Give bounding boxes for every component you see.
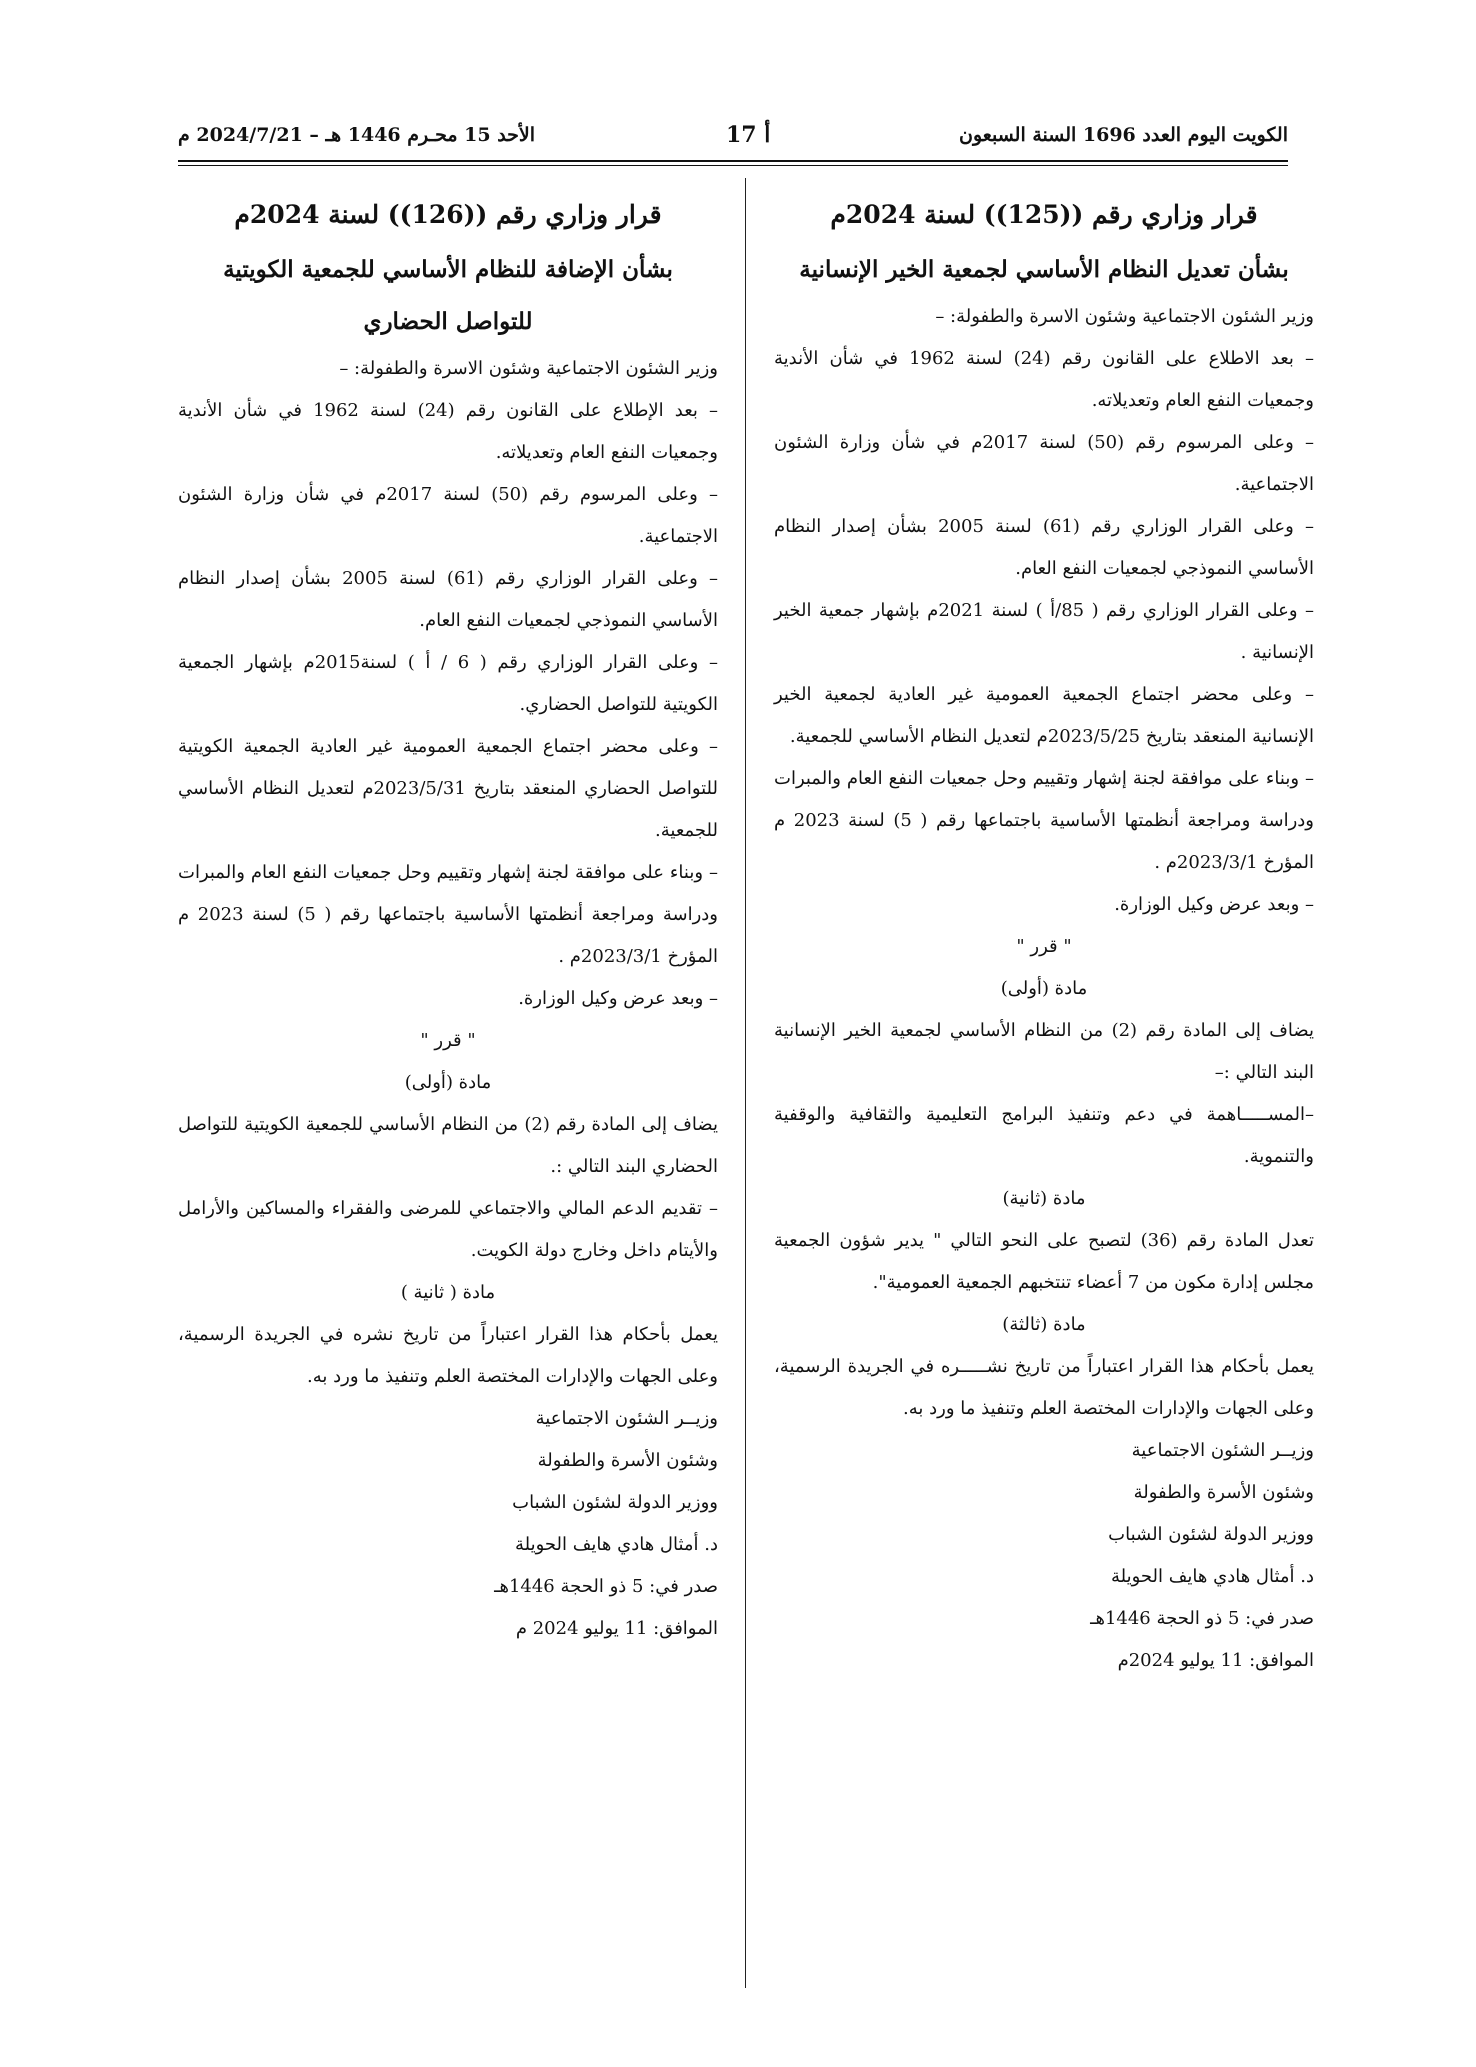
decision-intro: وزير الشئون الاجتماعية وشئون الاسرة والطفولة: – bbox=[339, 358, 718, 379]
article-text: يعمل بأحكام هذا القرار اعتباراً من تاريخ نشره في الجريدة الرسمية، وعلى الجهات والإدارات المختصة العلم وتنفيذ ما ورد به. bbox=[178, 1324, 718, 1387]
preamble-paragraph: – وعلى القرار الوزاري رقم ( 85/أ ) لسنة 2021م بإشهار جمعية الخير الإنسانية . bbox=[774, 600, 1314, 663]
preamble-paragraph: – وبناء على موافقة لجنة إشهار وتقييم وحل جمعيات النفع العام والمبرات ودراسة ومراجعة أنظمتها الأساسية باجتماعها رقم ( 5) لسنة 2023 م المؤرخ 2023/3/1م . bbox=[774, 768, 1314, 873]
signature-line: وشئون الأسرة والطفولة bbox=[537, 1450, 718, 1471]
article-item: – تقديم الدعم المالي والاجتماعي للمرضى والفقراء والمساكين والأرامل والأيتام داخل وخارج دولة الكويت. bbox=[178, 1198, 718, 1261]
preamble-paragraph: – وعلى المرسوم رقم (50) لسنة 2017م في شأن وزارة الشئون الاجتماعية. bbox=[178, 484, 718, 547]
article-heading: مادة (أولى) bbox=[1000, 978, 1088, 999]
decision-subtitle: بشأن تعديل النظام الأساسي لجمعية الخير الإنسانية bbox=[799, 256, 1289, 283]
issued-hijri: صدر في: 5 ذو الحجة 1446هـ bbox=[1090, 1608, 1314, 1629]
decision-126 bbox=[178, 186, 718, 1650]
signature-name: د. أمثال هادي هايف الحويلة bbox=[1111, 1566, 1314, 1587]
preamble-paragraph: – وعلى المرسوم رقم (50) لسنة 2017م في شأن وزارة الشئون الاجتماعية. bbox=[774, 432, 1314, 495]
preamble-paragraph: – بعد الإطلاع على القانون رقم (24) لسنة 1962 في شأن الأندية وجمعيات النفع العام وتعديلاته. bbox=[178, 400, 718, 463]
issued-gregorian: الموافق: 11 يوليو 2024م bbox=[1117, 1650, 1314, 1671]
preamble-paragraph: – وعلى محضر اجتماع الجمعية العمومية غير العادية لجمعية الخير الإنسانية المنعقد بتاريخ 2023/5/25م لتعديل النظام الأساسي للجمعية. bbox=[774, 684, 1314, 747]
article-text: تعدل المادة رقم (36) لتصبح على النحو التالي " يدير شؤون الجمعية مجلس إدارة مكون من 7 أعضاء تنتخبهم الجمعية العمومية". bbox=[774, 1230, 1315, 1293]
preamble-paragraph: – وعلى محضر اجتماع الجمعية العمومية غير العادية الجمعية الكويتية للتواصل الحضاري المنعقد بتاريخ 2023/5/31م لتعديل النظام الأساسي للجمعية. bbox=[178, 736, 718, 841]
decision-intro: وزير الشئون الاجتماعية وشئون الاسرة والطفولة: – bbox=[935, 306, 1314, 327]
article-text: يعمل بأحكام هذا القرار اعتباراً من تاريخ نشـــــره في الجريدة الرسمية، وعلى الجهات والإدارات المختصة العلم وتنفيذ ما ورد به. bbox=[774, 1356, 1314, 1419]
column-divider bbox=[745, 178, 746, 1988]
article-text: يضاف إلى المادة رقم (2) من النظام الأساسي لجمعية الخير الإنسانية البند التالي :– bbox=[774, 1020, 1314, 1083]
header-rule bbox=[178, 160, 1288, 162]
decision-subtitle: بشأن الإضافة للنظام الأساسي للجمعية الكويتية bbox=[223, 256, 673, 283]
signature-line: ووزير الدولة لشئون الشباب bbox=[1108, 1524, 1314, 1545]
header-rule-thin bbox=[178, 165, 1288, 166]
article-heading: مادة (ثالثة) bbox=[1002, 1314, 1086, 1335]
preamble-paragraph: – وبناء على موافقة لجنة إشهار وتقييم وحل جمعيات النفع العام والمبرات ودراسة ومراجعة أنظمتها الأساسية باجتماعها رقم ( 5) لسنة 2023 م المؤرخ 2023/3/1م . bbox=[178, 862, 718, 967]
signature-line: وزيــر الشئون الاجتماعية bbox=[1131, 1440, 1314, 1461]
preamble-paragraph: – وعلى القرار الوزاري رقم (61) لسنة 2005 بشأن إصدار النظام الأساسي النموذجي لجمعيات النفع العام. bbox=[178, 568, 718, 631]
page-number: أ 17 bbox=[726, 122, 771, 148]
preamble-paragraph: – وعلى القرار الوزاري رقم (61) لسنة 2005 بشأن إصدار النظام الأساسي النموذجي لجمعيات النفع العام. bbox=[774, 516, 1314, 579]
decided-heading: " قرر " bbox=[420, 1030, 476, 1051]
signature-line: وزيــر الشئون الاجتماعية bbox=[535, 1408, 718, 1429]
decision-subtitle: للتواصل الحضاري bbox=[363, 308, 533, 335]
article-heading: مادة ( ثانية ) bbox=[400, 1282, 496, 1303]
decided-heading: " قرر " bbox=[1016, 936, 1072, 957]
issued-hijri: صدر في: 5 ذو الحجة 1446هـ bbox=[494, 1576, 718, 1597]
signature-name: د. أمثال هادي هايف الحويلة bbox=[515, 1534, 718, 1555]
page-header bbox=[178, 118, 1288, 158]
signature-line: ووزير الدولة لشئون الشباب bbox=[512, 1492, 718, 1513]
article-heading: مادة (أولى) bbox=[404, 1072, 492, 1093]
preamble-paragraph: – وعلى القرار الوزاري رقم ( 6 / أ ) لسنة2015م بإشهار الجمعية الكويتية للتواصل الحضاري. bbox=[178, 652, 718, 715]
preamble-paragraph: – وبعد عرض وكيل الوزارة. bbox=[1114, 894, 1314, 915]
decision-title: قرار وزاري رقم ((126)) لسنة 2024م bbox=[234, 200, 662, 229]
article-heading: مادة (ثانية) bbox=[1002, 1188, 1086, 1209]
article-item: –المســـــاهمة في دعم وتنفيذ البرامج التعليمية والثقافية والوقفية والتنموية. bbox=[774, 1104, 1314, 1167]
preamble-paragraph: – بعد الاطلاع على القانون رقم (24) لسنة 1962 في شأن الأندية وجمعيات النفع العام وتعديلاته. bbox=[774, 348, 1314, 411]
decision-title: قرار وزاري رقم ((125)) لسنة 2024م bbox=[830, 200, 1258, 229]
preamble-paragraph: – وبعد عرض وكيل الوزارة. bbox=[518, 988, 718, 1009]
article-text: يضاف إلى المادة رقم (2) من النظام الأساسي للجمعية الكويتية للتواصل الحضاري البند التالي :. bbox=[178, 1114, 718, 1177]
issue-info: الكويت اليوم العدد 1696 السنة السبعون bbox=[959, 124, 1288, 146]
decision-125 bbox=[774, 186, 1314, 1682]
issue-date: الأحد 15 محـرم 1446 هـ – 2024/7/21 م bbox=[178, 124, 536, 146]
signature-line: وشئون الأسرة والطفولة bbox=[1133, 1482, 1314, 1503]
issued-gregorian: الموافق: 11 يوليو 2024 م bbox=[515, 1618, 718, 1639]
